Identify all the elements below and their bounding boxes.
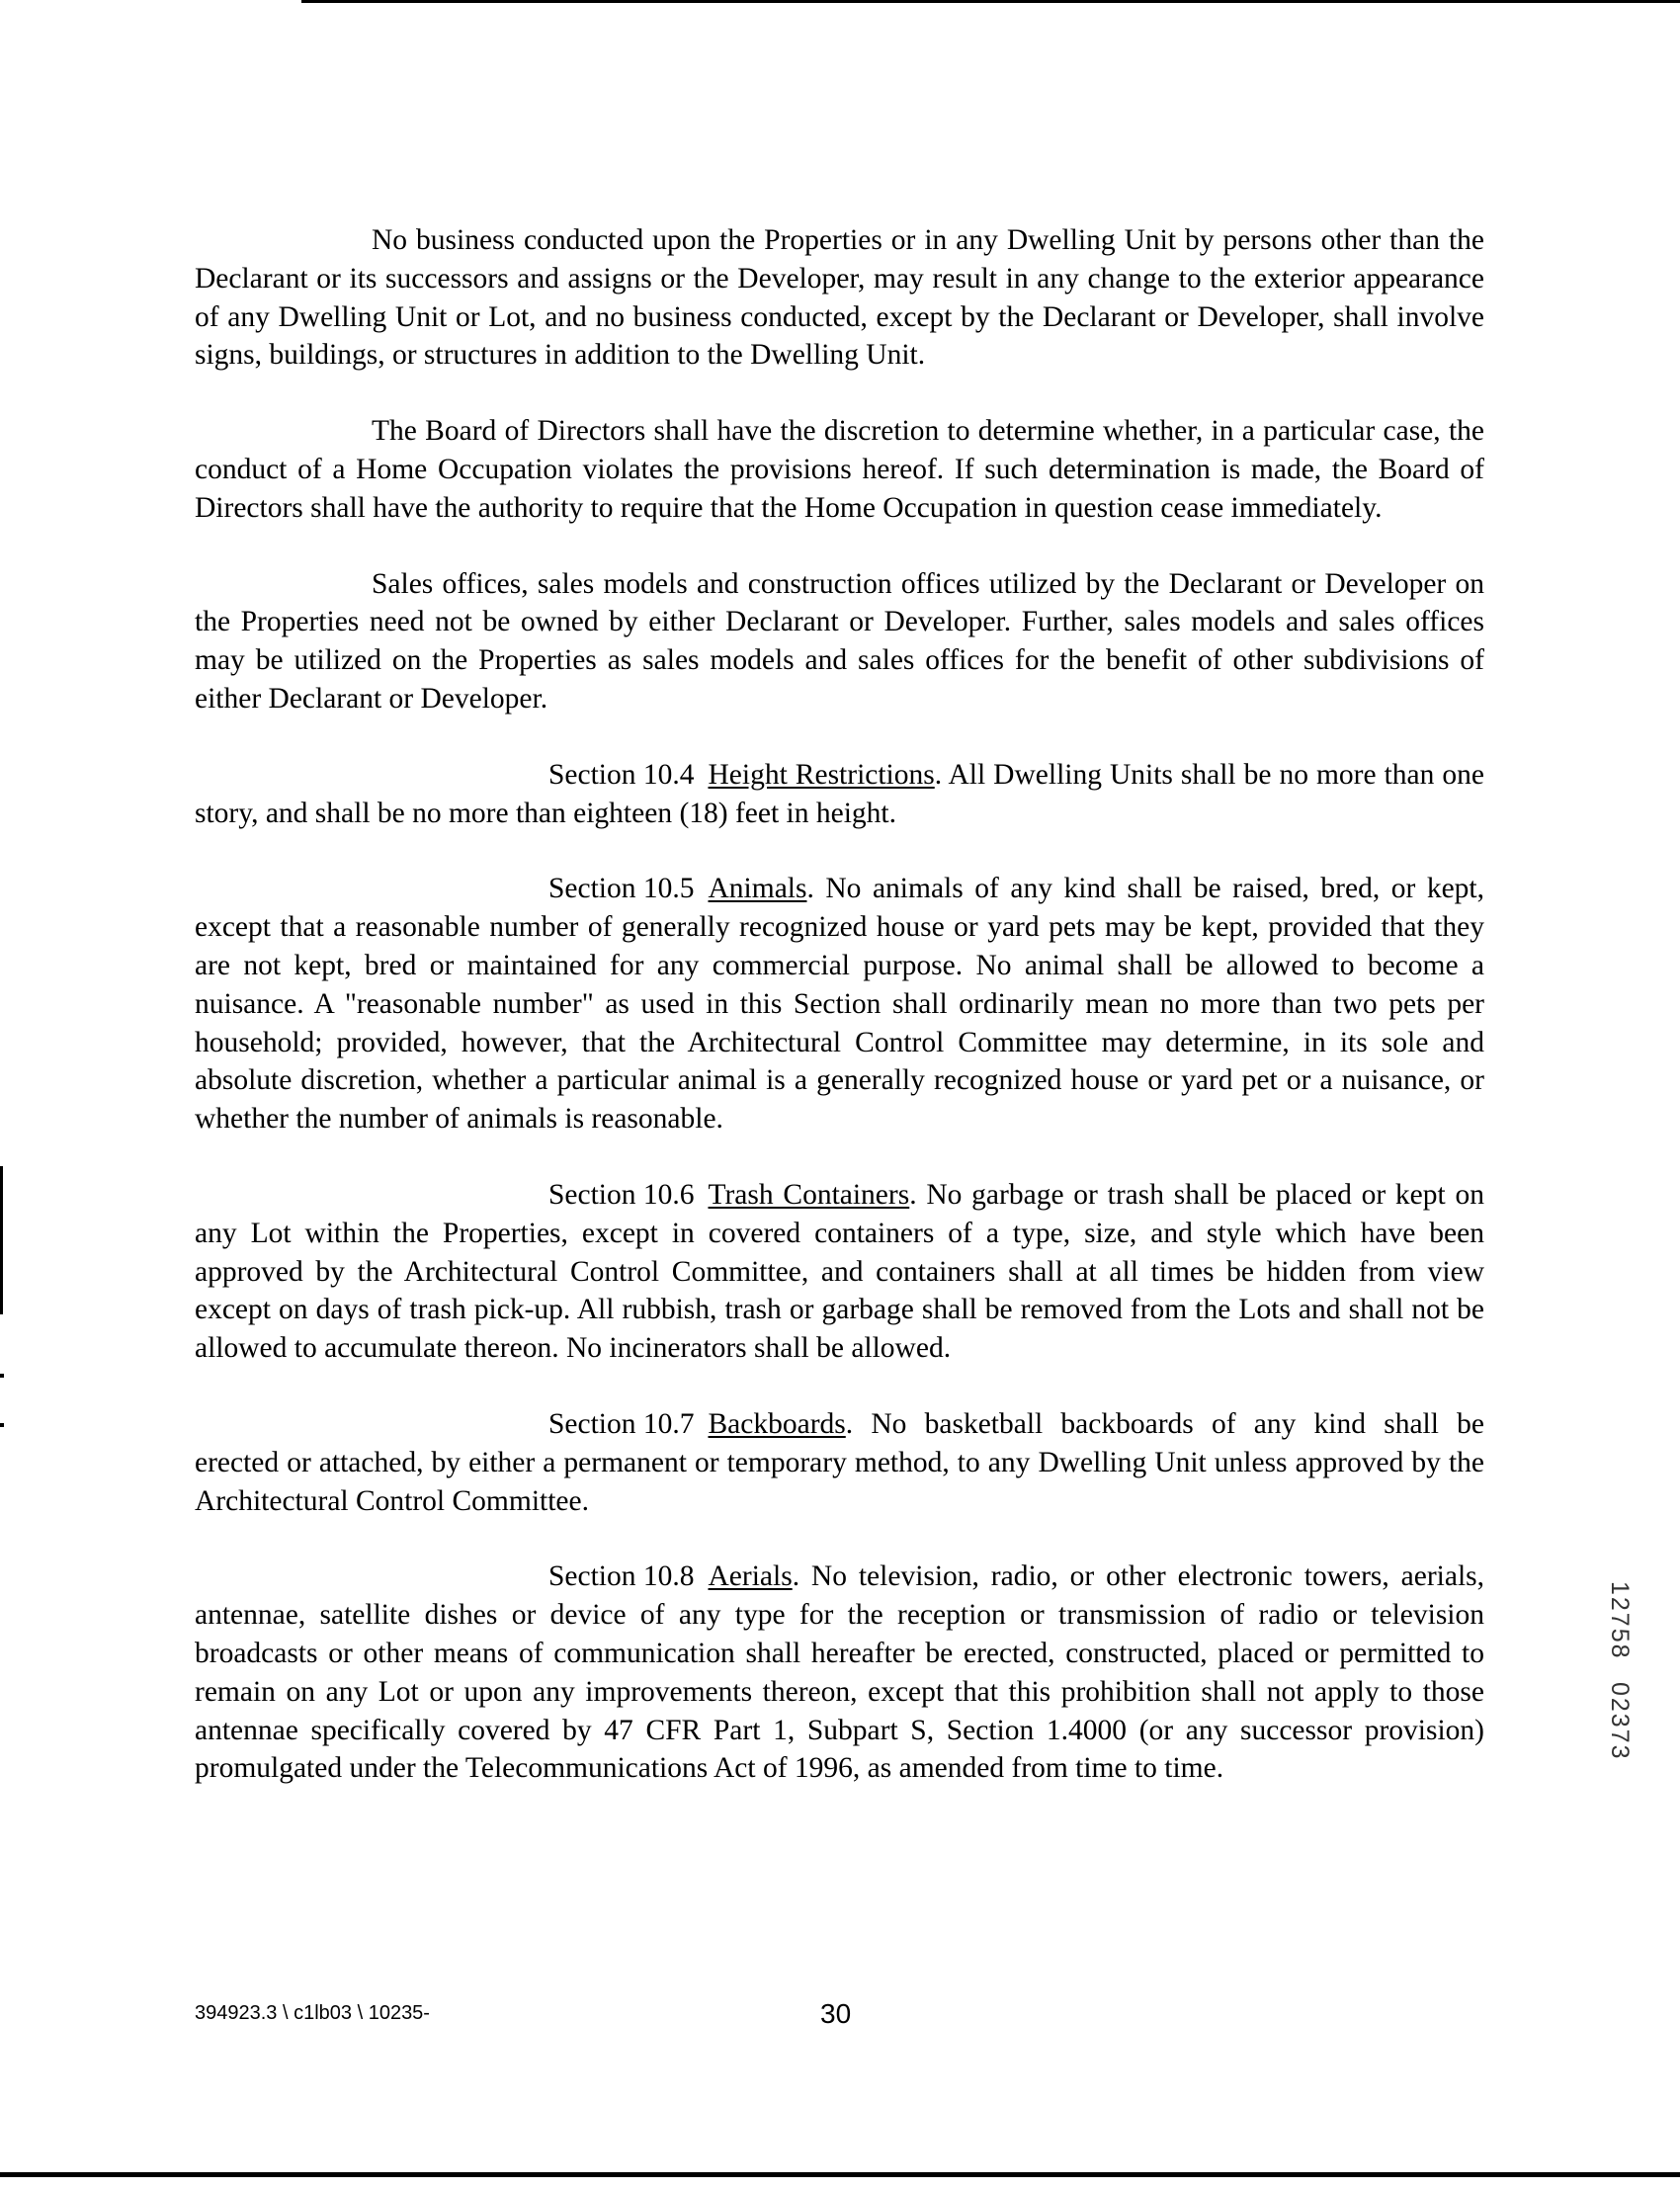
recording-stamp-part1: 12758 [1606,1581,1634,1660]
section-text: . No garbage or trash shall be placed or kept on any Lot within the Properties, except in covered containers of a type, size, and style which have been approved by the Architectural Control Committee, and containers shall at all times be hidden from view except on days of trash pick-up. All rubbish, trash or garbage shall be removed from the Lots and shall not be allowed to accumulate thereon. No incinerators shall be allowed. [195,1178,1484,1365]
scan-bottom-border [0,2172,1680,2177]
paragraph-board-discretion: The Board of Directors shall have the discretion to determine whether, in a particular case, the conduct of a Home Occupation violates the provisions hereof. If such determination is made, the Board of Directors shall have the authority to require that the Home Occupation in question cease immediately. [195,415,1484,524]
recording-stamp-part2: 02373 [1606,1681,1634,1761]
section-text: . No television, radio, or other electronic towers, aerials, antennae, satellite dishes or device of any type for the reception or transmission of radio or television broadcasts or other means of communication shall hereafter be erected, constructed, placed or permitted to remain on any Lot or upon any improvements thereon, except that this prohibition shall not apply to those antennae specifically covered by 47 CFR Part 1, Subpart S, Section 1.4000 (or any successor provision) promulgated under the Telecommunications Act of 1996, as amended from time to time. [195,1560,1484,1785]
section-10-6 [195,1176,1484,1368]
section-number: Section 10.7 [548,1407,695,1440]
scan-left-tick [0,1423,4,1427]
section-number: Section 10.6 [548,1178,695,1211]
scan-top-border [301,0,1680,3]
section-heading: Animals [708,873,807,905]
paragraph-business-restrictions: No business conducted upon the Properties or in any Dwelling Unit by persons other than the Declarant or its successors and assigns or the Developer, may result in any change to the exterior appearance of any Dwelling Unit or Lot, and no business conducted, except by the Declarant or Developer, shall involve signs, buildings, or structures in addition to the Dwelling Unit. [195,224,1484,372]
document-body [195,221,1484,1825]
section-10-7 [195,1405,1484,1520]
section-10-4 [195,756,1484,833]
section-heading: Trash Containers [708,1178,910,1211]
section-heading: Backboards [708,1407,846,1440]
section-heading: Height Restrictions [708,758,935,791]
stamp-gap [1609,1660,1635,1682]
section-text: . No animals of any kind shall be raised, bred, or kept, except that a reasonable number of generally recognized house or yard pets may be kept, provided that they are not kept, bred or maintained for any commercial purpose. No animal shall be allowed to become a nuisance. A "reasonable number" as used in this Section shall ordinarily mean no more than two pets per household; provided, however, that the Architectural Control Committee may determine, in its sole and absolute discretion, whether a particular animal is a generally recognized house or yard pet or a nuisance, or whether the number of animals is reasonable. [195,873,1484,1136]
section-text: . All Dwelling Units shall be no more than one story, and shall be no more than eighteen (18) feet in height. [195,758,1484,829]
scan-left-tick [0,1374,4,1378]
page-number: 30 [820,1998,852,2029]
scan-left-edge-mark [0,1166,3,1314]
section-number: Section 10.4 [548,758,695,791]
recording-stamp [1606,1581,1635,1761]
section-number: Section 10.5 [548,873,695,905]
document-id-footer: 394923.3 \ c1lb03 \ 10235- [195,2002,430,2024]
section-text: . No basketball backboards of any kind shall be erected or attached, by either a permanent or temporary method, to any Dwelling Unit unless approved by the Architectural Control Committee. [195,1407,1484,1517]
section-heading: Aerials [708,1560,793,1593]
section-number: Section 10.8 [548,1560,695,1593]
paragraph-sales-offices: Sales offices, sales models and construction offices utilized by the Declarant or Developer on the Properties need not be owned by either Declarant or Developer. Further, sales models and sales offices may be utilized on the Properties as sales models and sales offices for the benefit of other subdivisions of either Declarant or Developer. [195,567,1484,715]
section-10-5 [195,870,1484,1138]
section-10-8 [195,1558,1484,1788]
